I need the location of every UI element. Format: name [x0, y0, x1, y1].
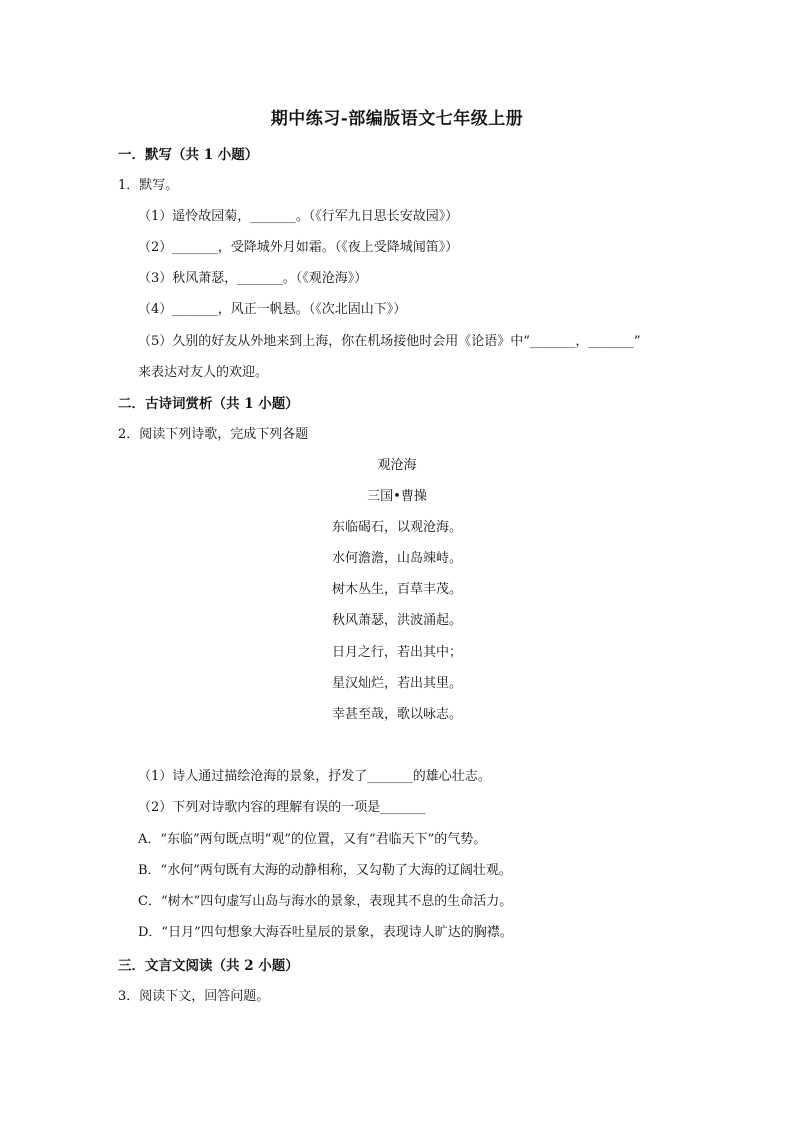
- question-1-item-1: （1）遥怜故园菊，_______。（《行军九日思长安故园》）: [138, 209, 459, 224]
- poem-line: 日月之行，若出其中；: [331, 645, 462, 660]
- option-d: D．“日月”四句想象大海吞吐星辰的景象，表现诗人旷达的胸襟。: [138, 925, 513, 940]
- question-1-item-5-continued: 来表达对友人的欢迎。: [138, 365, 269, 380]
- section-heading-2: 二．古诗词赏析（共 1 小题）: [118, 396, 299, 412]
- question-1: 1．默写。: [118, 178, 179, 193]
- poem-line: 星汉灿烂，若出其里。: [331, 676, 462, 691]
- option-b: B．“水何”两句既有大海的动静相称，又勾勒了大海的辽阔壮观。: [138, 863, 512, 878]
- poem-line: 秋风萧瑟，洪波涌起。: [331, 613, 462, 628]
- poem-author: 三国•曹操: [367, 489, 427, 504]
- question-2-sub-1: （1）诗人通过描绘沧海的景象，抒发了_______的雄心壮志。: [138, 769, 491, 784]
- poem-line: 水何澹澹，山岛竦峙。: [331, 551, 462, 566]
- poem-line: 树木丛生，百草丰茂。: [331, 582, 462, 597]
- question-1-item-5: （5）久别的好友从外地来到上海，你在机场接他时会用《论语》中“_______，_______”: [138, 334, 641, 349]
- question-3: 3．阅读下文，回答问题。: [118, 989, 270, 1004]
- poem-title: 观沧海: [377, 458, 417, 473]
- question-1-item-4: （4）_______，风正一帆悬。（《次北固山下》）: [138, 302, 407, 317]
- section-heading-3: 三．文言文阅读（共 2 小题）: [118, 958, 299, 974]
- option-a: A．“东临”两句既点明“观”的位置，又有“君临天下”的气势。: [138, 832, 487, 847]
- question-1-item-2: （2）_______，受降城外月如霜。（《夜上受降城闻笛》）: [138, 240, 459, 255]
- section-heading-1: 一．默写（共 1 小题）: [118, 147, 259, 163]
- poem-line: 东临碣石，以观沧海。: [331, 520, 462, 535]
- question-2-sub-2: （2）下列对诗歌内容的理解有误的一项是_______: [138, 800, 426, 815]
- document-title: 期中练习-部编版语文七年级上册: [270, 109, 524, 129]
- option-c: C．“树木”四句虚写山岛与海水的景象，表现其不息的生命活力。: [138, 894, 513, 909]
- question-2: 2．阅读下列诗歌，完成下列各题: [118, 427, 309, 442]
- poem-line: 幸甚至哉，歌以咏志。: [331, 707, 462, 722]
- question-1-item-3: （3）秋风萧瑟，_______。（《观沧海》）: [138, 271, 368, 286]
